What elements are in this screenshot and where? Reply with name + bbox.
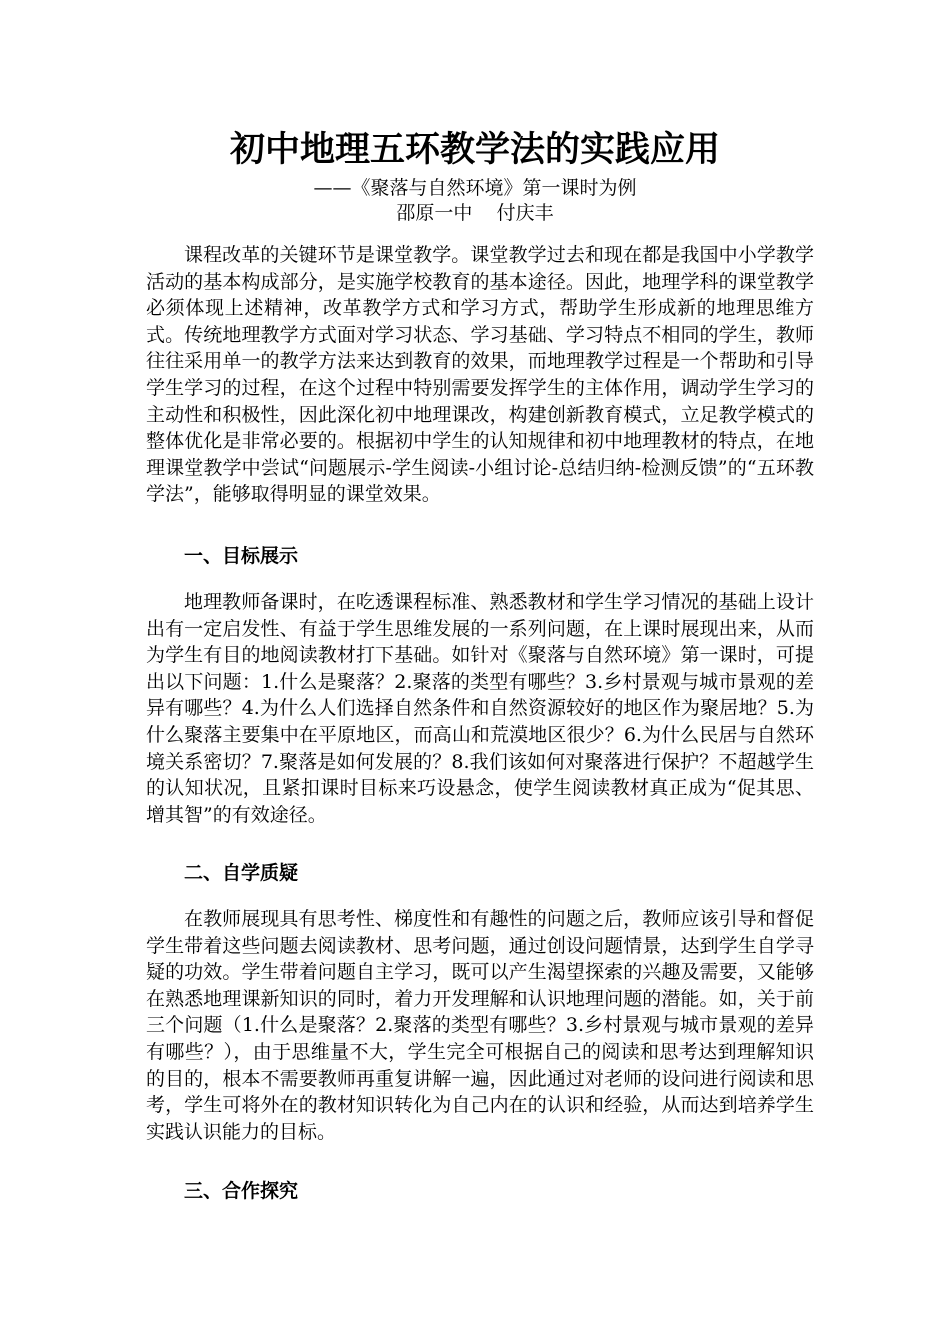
doc-subtitle: ——《聚落与自然环境》第一课时为例 <box>313 177 637 199</box>
section-heading-3: 三、合作探究 <box>184 1180 299 1202</box>
doc-author: 邵原一中 付庆丰 <box>396 202 554 224</box>
section-heading-1: 一、目标展示 <box>184 545 299 567</box>
intro-paragraph: 课程改革的关键环节是课堂教学。课堂教学过去和现在都是我国中小学教学活动的基本构成部分，是实施学校教育的基本途径。因此，地理学科的课堂教学必须体现上述精神，改革教学方式和学习方式，帮助学生形成新的地理思维方式。传统地理教学方式面对学习状态、学习基础、学习特点不相同的学生，教师往往采用单一的教学方法来达到教育的效果，而地理教学过程是一个帮助和引导学生学习的过程，在这个过程中特别需要发挥学生的主体作用，调动学生学习的主动性和积极性，因此深化初中地理课改，构建创新教育模式，立足教学模式的整体优化是非常必要的。根据初中学生的认知规律和初中地理教材的特点，在地理课堂教学中尝试“问题展示-学生阅读-小组讨论-总结归纳-检测反馈”的“五环教学法”，能够取得明显的课堂效果。 <box>146 244 814 506</box>
section-2-paragraph: 在教师展现具有思考性、梯度性和有趣性的问题之后，教师应该引导和督促学生带着这些问题去阅读教材、思考问题，通过创设问题情景，达到学生自学寻疑的功效。学生带着问题自主学习，既可以产生渴望探索的兴趣及需要，又能够在熟悉地理课新知识的同时，着力开发理解和认识地理问题的潜能。如，关于前三个问题（1.什么是聚落？2.聚落的类型有哪些？3.乡村景观与城市景观的差异有哪些？），由于思维量不大，学生完全可根据自己的阅读和思考达到理解知识的目的，根本不需要教师再重复讲解一遍，因此通过对老师的设问进行阅读和思考，学生可将外在的教材知识转化为自己内在的认识和经验，从而达到培养学生实践认识能力的目标。 <box>146 908 814 1143</box>
section-heading-2: 二、自学质疑 <box>184 862 299 884</box>
doc-title: 初中地理五环教学法的实践应用 <box>229 129 720 170</box>
section-1-paragraph: 地理教师备课时，在吃透课程标准、熟悉教材和学生学习情况的基础上设计出有一定启发性、有益于学生思维发展的一系列问题，在上课时展现出来，从而为学生有目的地阅读教材打下基础。如针对《聚落与自然环境》第一课时，可提出以下问题：1.什么是聚落？2.聚落的类型有哪些？3.乡村景观与城市景观的差异有哪些？4.为什么人们选择自然条件和自然资源较好的地区作为聚居地？5.为什么聚落主要集中在平原地区，而高山和荒漠地区很少？6.为什么民居与自然环境关系密切？7.聚落是如何发展的？8.我们该如何对聚落进行保护？不超越学生的认知状况，且紧扣课时目标来巧设悬念，使学生阅读教材真正成为“促其思、增其智”的有效途径。 <box>146 591 814 826</box>
